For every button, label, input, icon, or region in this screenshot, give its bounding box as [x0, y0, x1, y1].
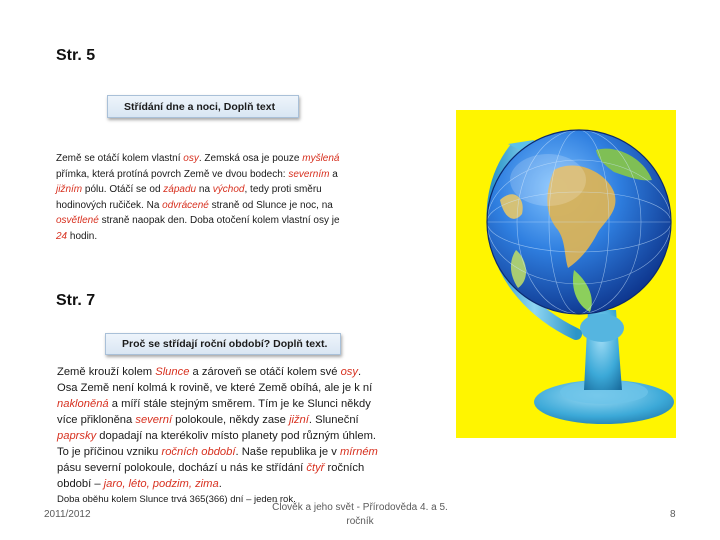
highlighted-term: jižní: [288, 414, 309, 426]
highlighted-term: západu: [163, 184, 197, 195]
text-run: Země se otáčí kolem vlastní: [56, 153, 184, 164]
highlighted-term: nakloněná: [57, 398, 109, 410]
text-run: období –: [57, 478, 104, 490]
highlighted-term: severní: [135, 414, 173, 426]
text-run: přímka, která protíná povrch Země ve dvou bodech:: [56, 168, 289, 180]
paragraph-line: [57, 412, 437, 428]
highlighted-term: odvrácené: [162, 199, 209, 211]
text-run: více přikloněna: [57, 414, 136, 426]
task-box-day-night: [107, 95, 299, 118]
highlighted-term: mírném: [339, 446, 378, 458]
text-run: hodinových ručiček. Na: [56, 199, 163, 211]
footer-page-number: 8: [670, 509, 676, 520]
text-run: dopadají na kterékoliv místo planety pod různým úhlem.: [96, 430, 377, 442]
paragraph-day-night: [56, 151, 386, 244]
footer-title-line2: ročník: [346, 516, 374, 527]
task-box-title: Střídání dne a noci, Doplň text: [124, 100, 276, 113]
text-run: a zároveň se otáčí kolem své: [189, 366, 341, 378]
paragraph-seasons: [57, 364, 437, 492]
text-run: straně naopak den. Doba otočení kolem vlastní osy je: [98, 215, 340, 226]
highlighted-term: jaro, léto, podzim, zima: [103, 478, 219, 490]
paragraph-line: [56, 151, 386, 167]
highlighted-term: osy: [340, 366, 358, 378]
task-box-seasons: [105, 333, 341, 355]
paragraph-line: [56, 198, 386, 214]
footer-title-line1: Člověk a jeho svět - Přírodověda 4. a 5.: [272, 502, 448, 513]
highlighted-term: osvětlené: [56, 215, 99, 226]
seasons-note: Doba oběhu kolem Slunce trvá 365(366) dní – jeden rok.: [57, 494, 296, 505]
globe-image: [456, 110, 676, 438]
text-run: . Zemská osa je pouze: [198, 153, 303, 164]
highlighted-term: ročních období: [161, 446, 236, 458]
highlighted-term: východ: [212, 184, 245, 195]
paragraph-line: [57, 396, 437, 412]
text-run: .: [218, 478, 222, 490]
paragraph-line: [57, 364, 437, 380]
text-run: pólu. Otáčí se od: [82, 184, 164, 195]
highlighted-term: 24: [56, 230, 68, 242]
highlighted-term: čtyř: [306, 462, 325, 474]
text-run: na: [196, 184, 213, 195]
footer-date: 2011/2012: [44, 509, 91, 520]
page-heading-str7: Str. 7: [56, 292, 96, 309]
text-run: To je příčinou vzniku: [57, 446, 162, 458]
footer-title: [252, 501, 468, 529]
highlighted-term: myšlená: [302, 153, 340, 164]
text-run: Osa Země není kolmá k rovině, ve které Země obíhá, ale je k ní: [57, 382, 373, 394]
text-run: . Naše republika je v: [235, 446, 340, 458]
highlighted-term: severním: [288, 168, 330, 180]
text-run: hodin.: [67, 230, 98, 242]
text-run: Země krouží kolem: [57, 366, 156, 378]
text-run: , tedy proti směru: [244, 184, 322, 195]
globe-photo: [456, 110, 676, 438]
text-run: polokoule, někdy zase: [172, 414, 289, 426]
text-run: .: [357, 366, 362, 378]
paragraph-line: [56, 167, 386, 183]
task-box-title: Proč se střídají roční období? Doplň text.: [122, 338, 328, 350]
text-run: pásu severní polokoule, dochází u nás ke střídání: [57, 462, 307, 474]
paragraph-line: [57, 444, 437, 460]
text-run: straně od Slunce je noc, na: [208, 199, 333, 211]
paragraph-line: [57, 460, 437, 476]
page-heading-str5: Str. 5: [56, 47, 96, 64]
paragraph-line: [57, 380, 437, 396]
highlighted-term: Slunce: [155, 366, 190, 378]
paragraph-line: [56, 213, 386, 229]
paragraph-line: [57, 428, 437, 444]
text-run: a míří stále stejným směrem. Tím je ke Slunci někdy: [108, 398, 371, 410]
paragraph-line: [56, 229, 386, 245]
paragraph-line: [57, 476, 437, 492]
text-run: . Sluneční: [308, 414, 359, 426]
paragraph-line: [56, 182, 386, 198]
highlighted-term: paprsky: [57, 430, 97, 442]
text-run: a: [329, 168, 338, 180]
text-run: ročních: [324, 462, 365, 474]
highlighted-term: osy: [183, 153, 199, 164]
highlighted-term: jižním: [56, 184, 83, 195]
